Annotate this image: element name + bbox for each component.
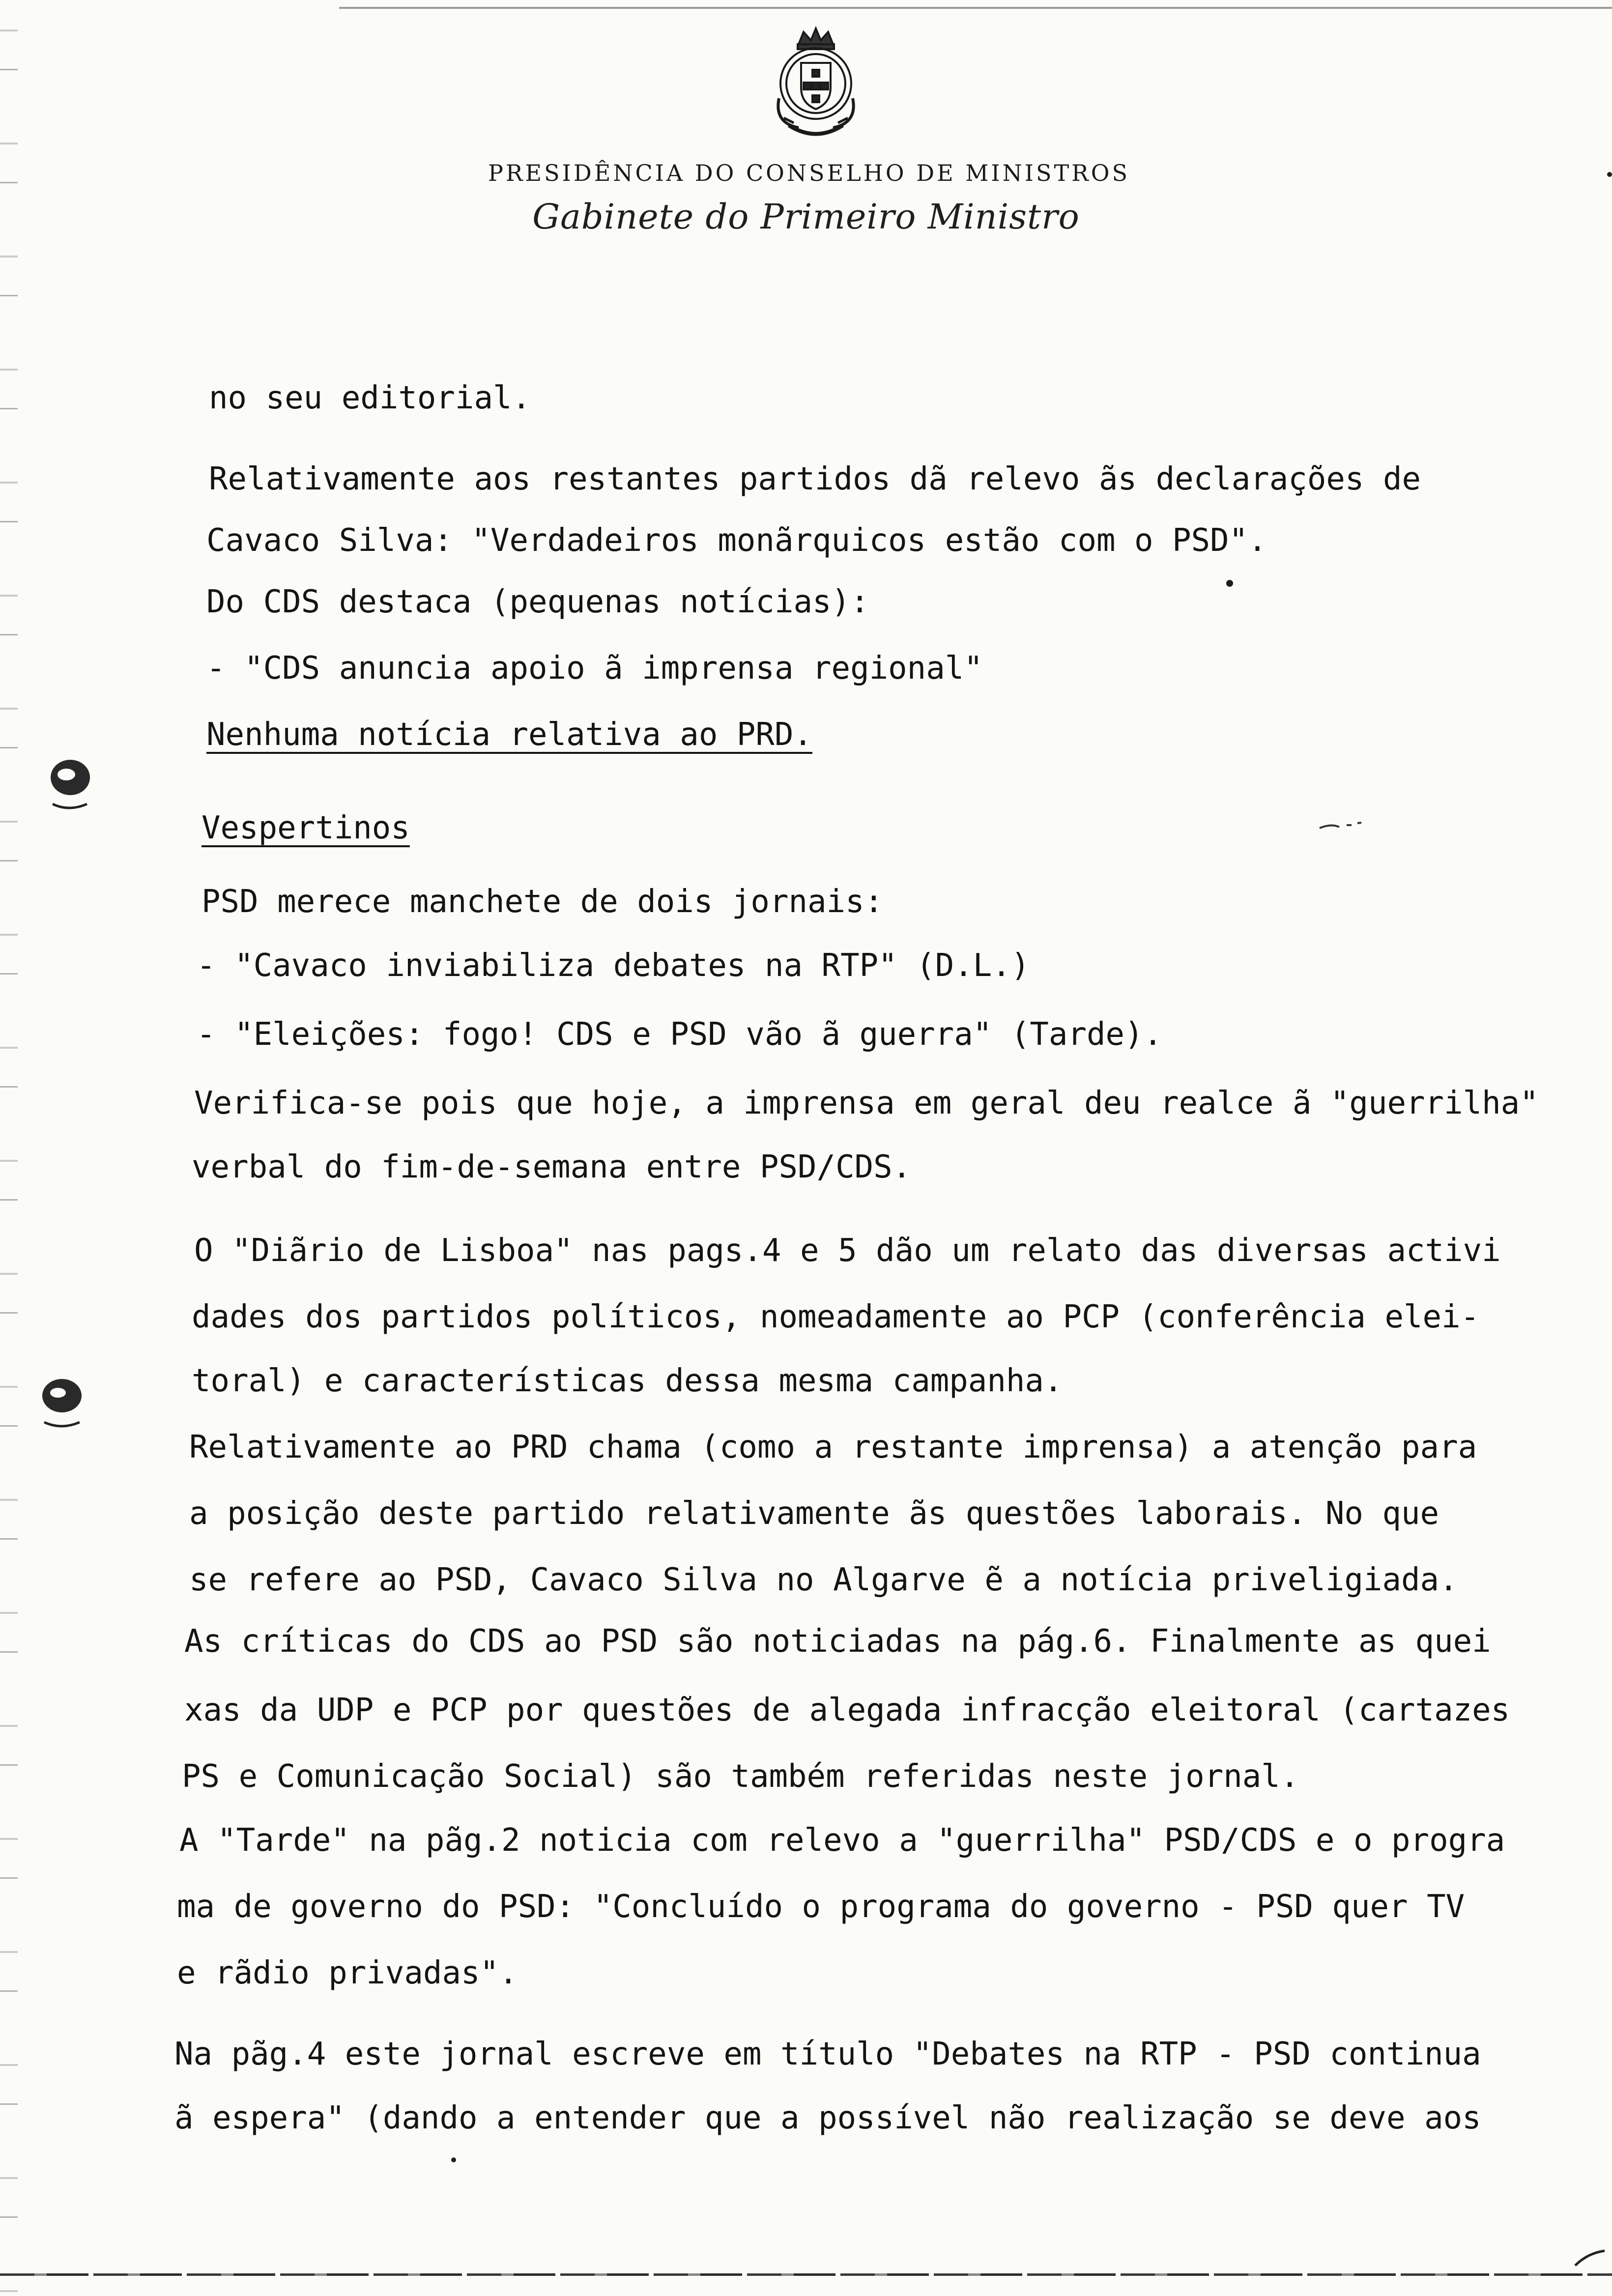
text-line: e rãdio privadas". xyxy=(177,1955,518,1991)
text-line: a posição deste partido relativamente ãs questões laborais. No que xyxy=(189,1495,1439,1532)
text-line: PSD merece manchete de dois jornais: xyxy=(202,884,884,920)
text-line: Verifica-se pois que hoje, a imprensa em geral deu realce ã "guerrilha" xyxy=(194,1085,1539,1121)
text-line: Do CDS destaca (pequenas notícias): xyxy=(206,584,869,620)
text-line: no seu editorial. xyxy=(209,380,531,416)
text-line: As críticas do CDS ao PSD são noticiadas na pág.6. Finalmente as quei xyxy=(184,1623,1491,1660)
text-line: Nenhuma notícia relativa ao PRD. xyxy=(206,717,812,753)
stray-mark xyxy=(1573,2248,1607,2268)
text-line: - "CDS anuncia apoio ã imprensa regional" xyxy=(206,650,983,687)
stray-dot xyxy=(451,2157,456,2162)
office-subtitle: Gabinete do Primeiro Ministro xyxy=(532,197,1080,237)
text-line: - "Cavaco inviabiliza debates na RTP" (D.L.) xyxy=(197,947,1030,984)
text-line: Cavaco Silva: "Verdadeiros monãrquicos estão com o PSD". xyxy=(206,522,1267,559)
section-heading: Vespertinos xyxy=(202,810,410,846)
text-line: Relativamente aos restantes partidos dã relevo ãs declarações de xyxy=(209,461,1421,497)
text-line: O "Diãrio de Lisboa" nas pags.4 e 5 dão um relato das diversas activi xyxy=(194,1233,1501,1269)
stray-mark xyxy=(1317,818,1366,833)
text-line: ã espera" (dando a entender que a possível não realização se deve aos xyxy=(174,2100,1481,2136)
text-line: verbal do fim-de-semana entre PSD/CDS. xyxy=(192,1149,912,1185)
text-line: ma de governo do PSD: "Concluído o programa do governo - PSD quer TV xyxy=(177,1889,1465,1925)
text-line: - "Eleições: fogo! CDS e PSD vão ã guerra" (Tarde). xyxy=(197,1016,1163,1053)
text-line: Relativamente ao PRD chama (como a restante imprensa) a atenção para xyxy=(189,1429,1477,1465)
text-line: Na pãg.4 este jornal escreve em título "Debates na RTP - PSD continua xyxy=(174,2036,1481,2072)
text-line: A "Tarde" na pãg.2 noticia com relevo a "guerrilha" PSD/CDS e o progra xyxy=(179,1822,1505,1859)
text-line: xas da UDP e PCP por questões de alegada infracção eleitoral (cartazes xyxy=(184,1692,1510,1728)
text-line: toral) e características dessa mesma campanha. xyxy=(192,1363,1063,1399)
text-line: dades dos partidos políticos, nomeadamente ao PCP (conferência elei- xyxy=(192,1299,1480,1335)
text-line: PS e Comunicação Social) são também referidas neste jornal. xyxy=(182,1758,1299,1795)
text-line: se refere ao PSD, Cavaco Silva no Algarve ẽ a notícia priveligiada. xyxy=(189,1562,1458,1598)
organization-title: PRESIDÊNCIA DO CONSELHO DE MINISTROS xyxy=(488,160,1130,186)
stray-dot xyxy=(1226,580,1233,587)
stray-dot xyxy=(1607,172,1612,177)
